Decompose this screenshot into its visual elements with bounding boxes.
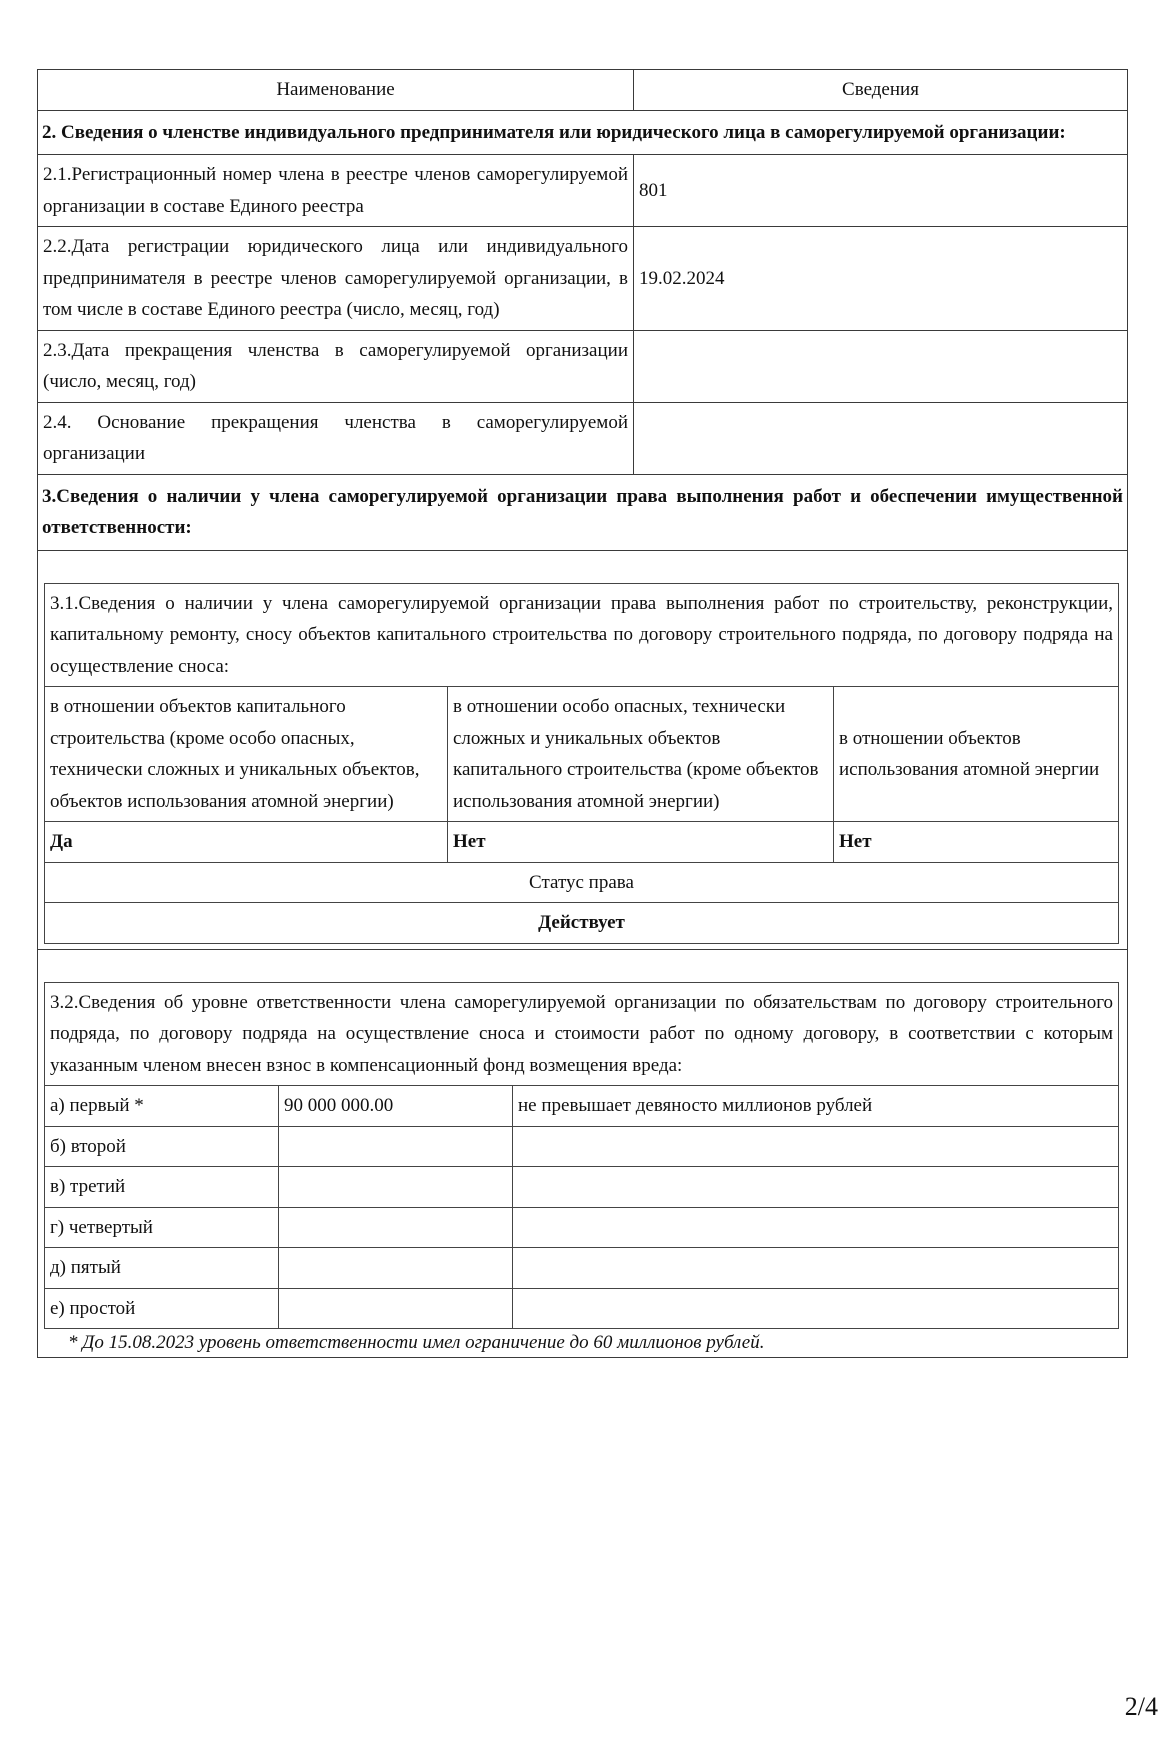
table-row: [38, 402, 1128, 474]
document-sheet: [37, 69, 1127, 1358]
row-2-3-value: [634, 330, 1128, 402]
header-row: [38, 70, 1128, 111]
level-name: е) простой: [45, 1288, 279, 1329]
section3-title-row: [38, 474, 1128, 550]
s31-col-dangerous: в отношении особо опасных, технически сложных и уникальных объектов капитального строительства (кроме объектов использования атомной энергии): [448, 687, 834, 822]
section2-title: 2. Сведения о членстве индивидуального предпринимателя или юридического лица в саморегулируемой организации:: [38, 110, 1128, 155]
table-row: [45, 1248, 1119, 1289]
level-amount: 90 000 000.00: [279, 1086, 513, 1127]
table-row: [38, 155, 1128, 227]
status-value: Действует: [45, 903, 1119, 944]
level-amount: [279, 1288, 513, 1329]
header-col-info: Сведения: [634, 70, 1128, 111]
header-col-name: Наименование: [38, 70, 634, 111]
level-name: г) четвертый: [45, 1207, 279, 1248]
level-name: в) третий: [45, 1167, 279, 1208]
table-row: [45, 1126, 1119, 1167]
s31-col-atomic: в отношении объектов использования атомной энергии: [834, 687, 1119, 822]
page-number: 2/4: [1124, 1692, 1158, 1721]
footnote: * До 15.08.2023 уровень ответственности имел ограничение до 60 миллионов рублей.: [68, 1332, 765, 1353]
section2-title-row: [38, 110, 1128, 155]
s31-val-dangerous: Нет: [448, 822, 834, 863]
row-2-4-value: [634, 402, 1128, 474]
level-note: [513, 1288, 1119, 1329]
table-row: [45, 1288, 1119, 1329]
level-amount: [279, 1126, 513, 1167]
table-row: [45, 1086, 1119, 1127]
section3-title: 3.Сведения о наличии у члена саморегулируемой организации права выполнения работ и обеспечении имущественной ответственности:: [38, 474, 1128, 550]
level-note: [513, 1207, 1119, 1248]
table-row: [45, 1207, 1119, 1248]
level-amount: [279, 1207, 513, 1248]
s31-val-general: Да: [45, 822, 448, 863]
section3-1-title: 3.1.Сведения о наличии у члена саморегулируемой организации права выполнения работ по строительству, реконструкции, капитальному ремонту, сносу объектов капитального строительства по договору строительного подряда, по договору подряда на осуществление сноса:: [45, 583, 1119, 687]
s31-val-atomic: Нет: [834, 822, 1119, 863]
row-2-2-label: 2.2.Дата регистрации юридического лица или индивидуального предпринимателя в реестре членов саморегулируемой организации, в том числе в составе Единого реестра (число, месяц, год): [38, 227, 634, 331]
section3-2-title: 3.2.Сведения об уровне ответственности члена саморегулируемой организации по обязательствам по договору строительного подряда, по договору подряда на осуществление сноса и стоимости работ по одному договору, в соответствии с которым указанным членом внесен взнос в компенсационный фонд возмещения вреда:: [45, 982, 1119, 1086]
section3-1-row: [38, 550, 1128, 949]
level-note: не превышает девяносто миллионов рублей: [513, 1086, 1119, 1127]
row-2-1-value: 801: [634, 155, 1128, 227]
level-name: д) пятый: [45, 1248, 279, 1289]
status-label: Статус права: [45, 862, 1119, 903]
table-row: [38, 330, 1128, 402]
section3-2-container: [38, 949, 1128, 1358]
level-name: а) первый *: [45, 1086, 279, 1127]
level-amount: [279, 1167, 513, 1208]
row-2-2-value: 19.02.2024: [634, 227, 1128, 331]
row-2-1-label: 2.1.Регистрационный номер члена в реестре членов саморегулируемой организации в составе Единого реестра: [38, 155, 634, 227]
row-2-4-label: 2.4. Основание прекращения членства в саморегулируемой организации: [38, 402, 634, 474]
level-note: [513, 1248, 1119, 1289]
section3-2-table: [44, 982, 1119, 1330]
table-row: [45, 1167, 1119, 1208]
s31-col-general: в отношении объектов капитального строительства (кроме особо опасных, технически сложных и уникальных объектов, объектов использования атомной энергии): [45, 687, 448, 822]
level-name: б) второй: [45, 1126, 279, 1167]
section3-2-row: [38, 949, 1128, 1358]
section3-1-table: [44, 583, 1119, 944]
level-amount: [279, 1248, 513, 1289]
level-note: [513, 1126, 1119, 1167]
main-table: [37, 69, 1128, 1358]
section3-1-container: [38, 550, 1128, 949]
level-note: [513, 1167, 1119, 1208]
row-2-3-label: 2.3.Дата прекращения членства в саморегулируемой организации (число, месяц, год): [38, 330, 634, 402]
table-row: [38, 227, 1128, 331]
